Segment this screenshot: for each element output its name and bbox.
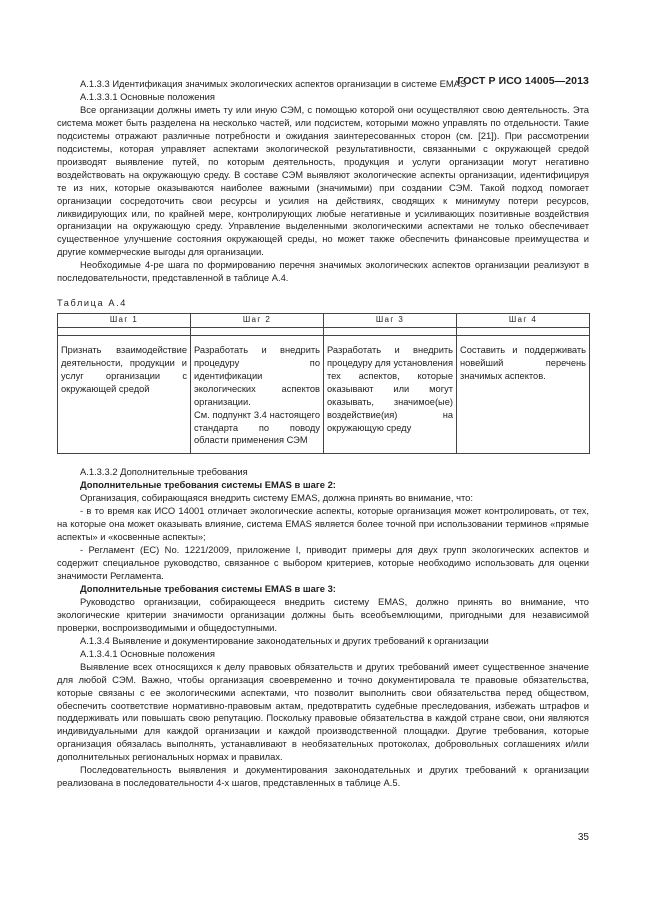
body-paragraph: Руководство организации, собирающееся внедрить систему EMAS, должно принять во внимание, что экологические критерии значимости организации должны быть всеобъемлющими, пригодными для независимой проверки, воспроизводимыми и общедоступными. — [57, 595, 589, 633]
document-id: ГОСТ Р ИСО 14005—2013 — [457, 75, 589, 87]
step-4-text: Составить и поддерживать новейший перечень значимых аспектов. — [460, 345, 586, 381]
table-header-cell: Шаг 4 — [457, 314, 590, 328]
subsection-heading: А.1.3.3.1 Основные положения — [80, 90, 215, 102]
table-spacer-row — [58, 328, 590, 336]
body-paragraph: Последовательность выявления и документирования законодательных и других требований к организации реализована в последовательности 4-х шагов, представленных в таблице А.5. — [57, 764, 589, 789]
list-item: - в то время как ИСО 14001 отличает экологические аспекты, которые организация может контролировать, от тех, на которые она может оказывать влияние, система EMAS является более точной при использовании терминов «прямые аспекты» и «косвенные аспекты»; — [57, 505, 589, 543]
body-paragraph: Выявление всех относящихся к делу правовых обязательств и других требований имеет существенное значение для любой СЭМ. Важно, чтобы организация своевременно и точно документировала те правовые обязательства, которые связаны с ее экологическими аспектами, что позволит выполнить свои обязательства перед обществом, обеспечить соответствие нормативно-правовым актам, предотвратить судебные преследования, избежать штрафов и поддерживать или повышать свою репутацию. Поскольку правовые обязательства в каждой стране свои, они являются индивидуальными для каждой организации и каждой производственной площадки. Другие требования, которые организация обязалась выполнять, устанавливают в необязательных протоколах, добровольных соглашениях и/или дополнительных региональных нормах и правилах. — [57, 660, 589, 763]
step-3-text: Разработать и внедрить процедуру для установления тех аспектов, которые оказывают или могут оказывать, значимое(ые) воздействие(ия) на окружающую среду — [327, 345, 453, 433]
step-1-text: Признать взаимодействие деятельности, продукции и услуг организации с окружающей средой — [61, 345, 187, 394]
table-row — [58, 336, 590, 454]
steps-table — [57, 313, 590, 454]
body-paragraph: Все организации должны иметь ту или иную СЭМ, с помощью которой они осуществляют свою деятельность. Эта система может быть разделена на несколько частей, или подсистем, которыми можно управлять по отдельности. Такие подсистемы отражают различные потребности и ожидания заинтересованных сторон (см. [21]). При рассмотрении подсистемы, которая управляет аспектами экологической результативности, связанными с окружающей средой производят выявление путей, по которым деятельность, продукция и услуги организации могут негативно воздействовать на окружающую среду. В составе СЭМ выявляют экологические аспекты организации, идентифицируя те из них, которые оказываются наиболее важными (значимыми) при создании СЭМ. Такой подход помогает организации сосредоточить свои ресурсы и усилия на действиях, сводящих к минимуму потери ресурсов, ликвидирующих или, по крайней мере, контролирующих любые негативные и усиливающих позитивные воздействия организации на окружающую среду. Управление выделенными экологическими аспектами не только обеспечивает существенное улучшение состояния окружающей среды, но может также обеспечить финансовые преимущества и другие коммерческие выгоды для организации. — [57, 103, 589, 258]
table-cell — [191, 336, 324, 454]
bold-requirement-heading: Дополнительные требования системы EMAS в шаге 3: — [80, 582, 336, 594]
table-header-row — [58, 314, 590, 328]
lower-section — [57, 466, 589, 790]
table-cell — [58, 336, 191, 454]
table-cell — [457, 336, 590, 454]
subsection-heading: А.1.3.4.1 Основные положения — [80, 647, 215, 659]
bold-requirement-heading: Дополнительные требования системы EMAS в шаге 2: — [80, 479, 336, 491]
table-header-cell: Шаг 1 — [58, 314, 191, 328]
section-heading: A.1.3.3 Идентификация значимых экологических аспектов организации в системе EMAS — [80, 78, 467, 89]
subsection-heading: А.1.3.3.2 Дополнительные требования — [80, 466, 248, 478]
body-paragraph: Организация, собирающаяся внедрить систему EMAS, должна принять во внимание, что: — [80, 492, 473, 504]
table-header-cell: Шаг 2 — [191, 314, 324, 328]
table-caption: Таблица А.4 — [57, 298, 127, 309]
body-paragraph: Необходимые 4-ре шага по формированию перечня значимых экологических аспектов организации реализуют в последовательности, представленной в таблице А.4. — [57, 259, 589, 284]
table-cell — [324, 336, 457, 454]
list-item: - Регламент (ЕС) No. 1221/2009, приложение I, приводит примеры для двух групп экологических аспектов и содержит специальное руководство, связанное с выбором критериев, которые необходимо использовать для оценки значимости Регламента. — [57, 544, 589, 581]
table-header-cell: Шаг 3 — [324, 314, 457, 328]
step-2-text: Разработать и внедрить процедуру по идентификации экологических аспектов организации. См. подпункт 3.4 настоящего стандарта по поводу области применения СЭМ — [194, 345, 320, 446]
page-content — [57, 78, 589, 790]
section-heading: А.1.3.4 Выявление и документирование законодательных и других требований к организации — [80, 634, 489, 646]
page-number: 35 — [577, 832, 589, 843]
